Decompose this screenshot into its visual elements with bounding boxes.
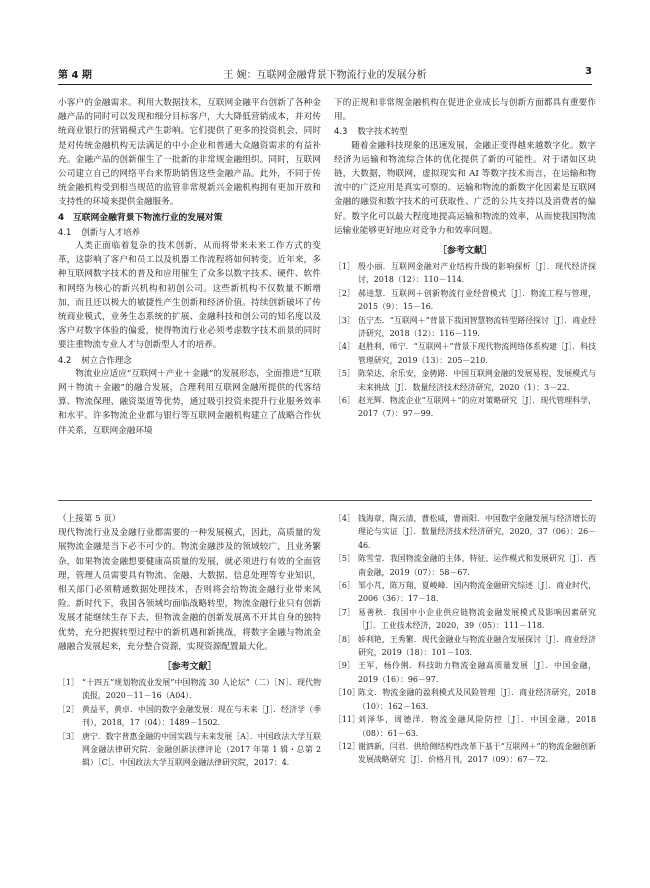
reference-item: ［5］ 陈雪莹．我国物流金融的主体、特征、运作模式和发展研究［J］．西南金融，2019（07）：58－67． [334,554,596,577]
page-number: 3 [585,66,592,77]
subsection-heading [58,225,321,239]
reference-item: ［4］ 赵胜利，师宁．“互联网＋”背景下现代物流网络体系构建［J］．科技管理研究，2019（13）：205－210． [334,342,596,365]
references-heading: ［参考文献］ [162,662,217,673]
running-title: 王 婉：互联网金融背景下物流行业的发展分析 [223,70,427,81]
reference-item: ［5］ 陈荣达，余乐安，金骋路．中国互联网金融的发展易程、发展模式与未来挑战［J］．数量经济技术经济研究，2020（1）：3－22． [334,369,596,392]
reference-item: ［10］ 陈文．物流金融的盈利模式及风险管理［J］．商业经济研究，2018（10）：162－163． [334,688,596,711]
body-paragraph: 小客户的金融需求。利用大数据技术，互联网金融平台创新了各种金融产品的同时可以发现和细分目标客户，大大降低营销成本，并对传统商业银行的营销模式产生影响。它们提供了更多的投资机会，同时是对传统金融机构无法满足的中小企业和普通大众融资需求的有益补充。金融产品的创新催生了一批新的非常规金融组织。同时，互联网公司建立自己的网络平台来帮助销售这些金融产品。此外，不同于传统金融机构受到相当规范的监管非常规新兴金融机构拥有更加开放和支持性的环境来提供金融服务。 [58,98,321,208]
reference-item: ［7］ 易善秋．我国中小企业供应链物流金融发展模式及影响因素研究［J］．工业技术经济，2020，39（05）：111－118． [334,607,596,631]
reference-item: ［9］ 王军，杨伶俐．科技助力物流金融高质量发展［J］．中国金融，2019（16）：96－97． [334,661,596,684]
bottom-left-column [58,512,321,770]
subsection-heading [58,353,321,367]
reference-item: ［2］ 黄益平，黄卓．中国的数字金融发展：现在与未来［J］．经济学（季刊），2018，17（04）：1489－1502． [58,704,321,728]
subsection-title: 数字技术转型 [357,126,408,137]
reference-list [58,676,321,770]
bottom-right-column [334,512,596,767]
reference-item: ［1］ “十四五”规划物流业发展”中国物流 30 人论坛”（二）［N］．现代物流报，2020－11－16（A04）． [58,678,321,701]
running-header [58,64,592,82]
references-heading: ［参考文献］ [437,246,492,257]
body-paragraph: 物流业应适应“互联网＋产业＋金融”的发展形态，全面推进“互联网＋物流＋金融”的融合发展，合理利用互联网金融所提供的代客结算、物流保理、融资渠道等优势，通过吸引投资来提升行业服务效率和水平。许多物流企业都与银行等互联网金融机构建立了战略合作伙伴关系，互联网金融环境 [58,368,321,436]
reference-item: ［11］ 刘泽华，周德洋．物流金融风险防控［J］．中国金融，2018（08）：61－63． [334,715,596,738]
body-paragraph: 现代物流行业及金融行业都需要的一种发展模式，因此，高质量的发展物流金融是当下必不可少的。物流金融涉及的领域较广，且业务繁杂，如果物流金融想要健康高质量的发展，就必须进行有效的全面管理，管理人员需要具有物流、金融、大数据、信息处理等专业知识，相关部门必须精通数据处理技术，否则将会给物流金融行业带来风险。新时代下，我国各领域均面临战略转型，物流金融行业只有创新发展才能继续生存下去，但物流金融的创新发展离不开其自身的独特优势，充分把握转型过程中的新机遇和新挑战，将数字金融与物流金融融合发展起来，充分整合资源，实现资源配置最大化。 [58,528,321,652]
reference-list [334,260,596,421]
reference-item: ［1］ 殷小丽．互联网金融对产业结构升级的影响探析［J］．现代经济探讨，2018（12）：110－114． [334,262,596,285]
subsection-number: 4.2 [58,354,72,365]
header-rule [58,84,592,85]
subsection-number: 4.3 [334,126,348,137]
section-divider [58,500,592,501]
top-left-column [58,96,321,438]
body-paragraph: 随着金融科技现象的迅速发展，金融正变得越来越数字化。数字经济为运输和物流综合体的优化提供了新的可能性。对于诸如区块链，大数据，物联网，虚拟现实和 AI 等数字技术而言，在运输和物流中的广泛应用是真实可察的。运输和物流的新数字化因素是互联网金融的融资和数字技术的可获取性、广泛的公共支持以及消费者的偏好。数字化可以最大程度地提高运输和物流的效率，从而使我国物流运输业能够更好地应对竞争力和效率问题。 [334,140,596,236]
reference-item: ［8］ 娇利艳，王秀繁．现代金融业与物流业融合发展探讨［J］．商业经济研究，2019（18）：101－103． [334,634,596,658]
reference-item: ［12］ 谢泗新，闫君．供给侧结构性改革下基于“互联网＋”的物流金融创新发展战略研究［J］．价格月刊，2017（09）：67－72． [334,741,596,765]
top-right-column [334,96,596,421]
subsection-title: 创新与人才培养 [81,226,140,237]
body-paragraph: 下的正规和非常规金融机构在促进企业成长与创新方面都具有重要作用。 [334,98,596,123]
continued-note: （上接第 5 页） [58,514,121,524]
section-heading: 4 互联网金融背景下物流行业的发展对策 [58,212,223,223]
subsection-title: 树立合作理念 [81,354,132,365]
reference-item: ［2］ 郝逵慧．互联网＋创新物流行业经营模式［J］．物流工程与管理，2015（9）：15－16． [334,288,596,312]
reference-item: ［6］ 邹小芃，陈万翔，夏峻峰．国内物流金融研究综述［J］．商业时代，2006（36）：17－18． [334,581,596,604]
reference-item: ［3］ 伍宁杰．“互联网＋”背景下我国智慧物流转型路径探讨［J］．商业经济研究，2018（12）：116－119． [334,315,596,339]
subsection-number: 4.1 [58,226,72,237]
reference-item: ［3］ 唐宁．数字普惠金融的中国实践与未来发展［A］．中国政法大学互联网金融法律研究院．金融创新法律评论（2017 年第 1 辑・总第 2 辑）［C］．中国政法大学互联网金融法律研究院，2017：4． [58,731,321,768]
reference-item: ［4］ 钱海章，陶云清，曹松威，曹雨阳．中国数字金融发展与经济增长的理论与实证［J］．数量经济技术经济研究，2020，37（06）：26－46． [334,514,596,550]
subsection-heading [334,124,596,138]
reference-item: ［6］ 赵光辉．物流企业“互联网＋”的应对策略研究［J］．现代管理科学，2017（7）：97－99． [334,396,596,419]
body-paragraph: 人类正面临着复杂的技术创新，从而将带来未来工作方式的变革，这影响了客户和员工以及机器工作流程将如何转变。近年来，多种互联网数字技术的普及和应用催生了众多以数字技术、硬件、软件和网络为核心的新兴机构和初创公司。这些新机构不仅数量不断增加，而且还以极大的敏捷性产生创新和经济价值。持续创新破坏了传统商业模式，业务生态系统的扩展、金融科技和创公司的知名度以及客户对数字体验的偏爱，使得物流行业必须考虑数字技术前景的同时要注重物流专业人才与创新型人才的培养。 [58,241,321,351]
issue-label: 第 4 期 [58,70,92,81]
reference-list [334,512,596,767]
